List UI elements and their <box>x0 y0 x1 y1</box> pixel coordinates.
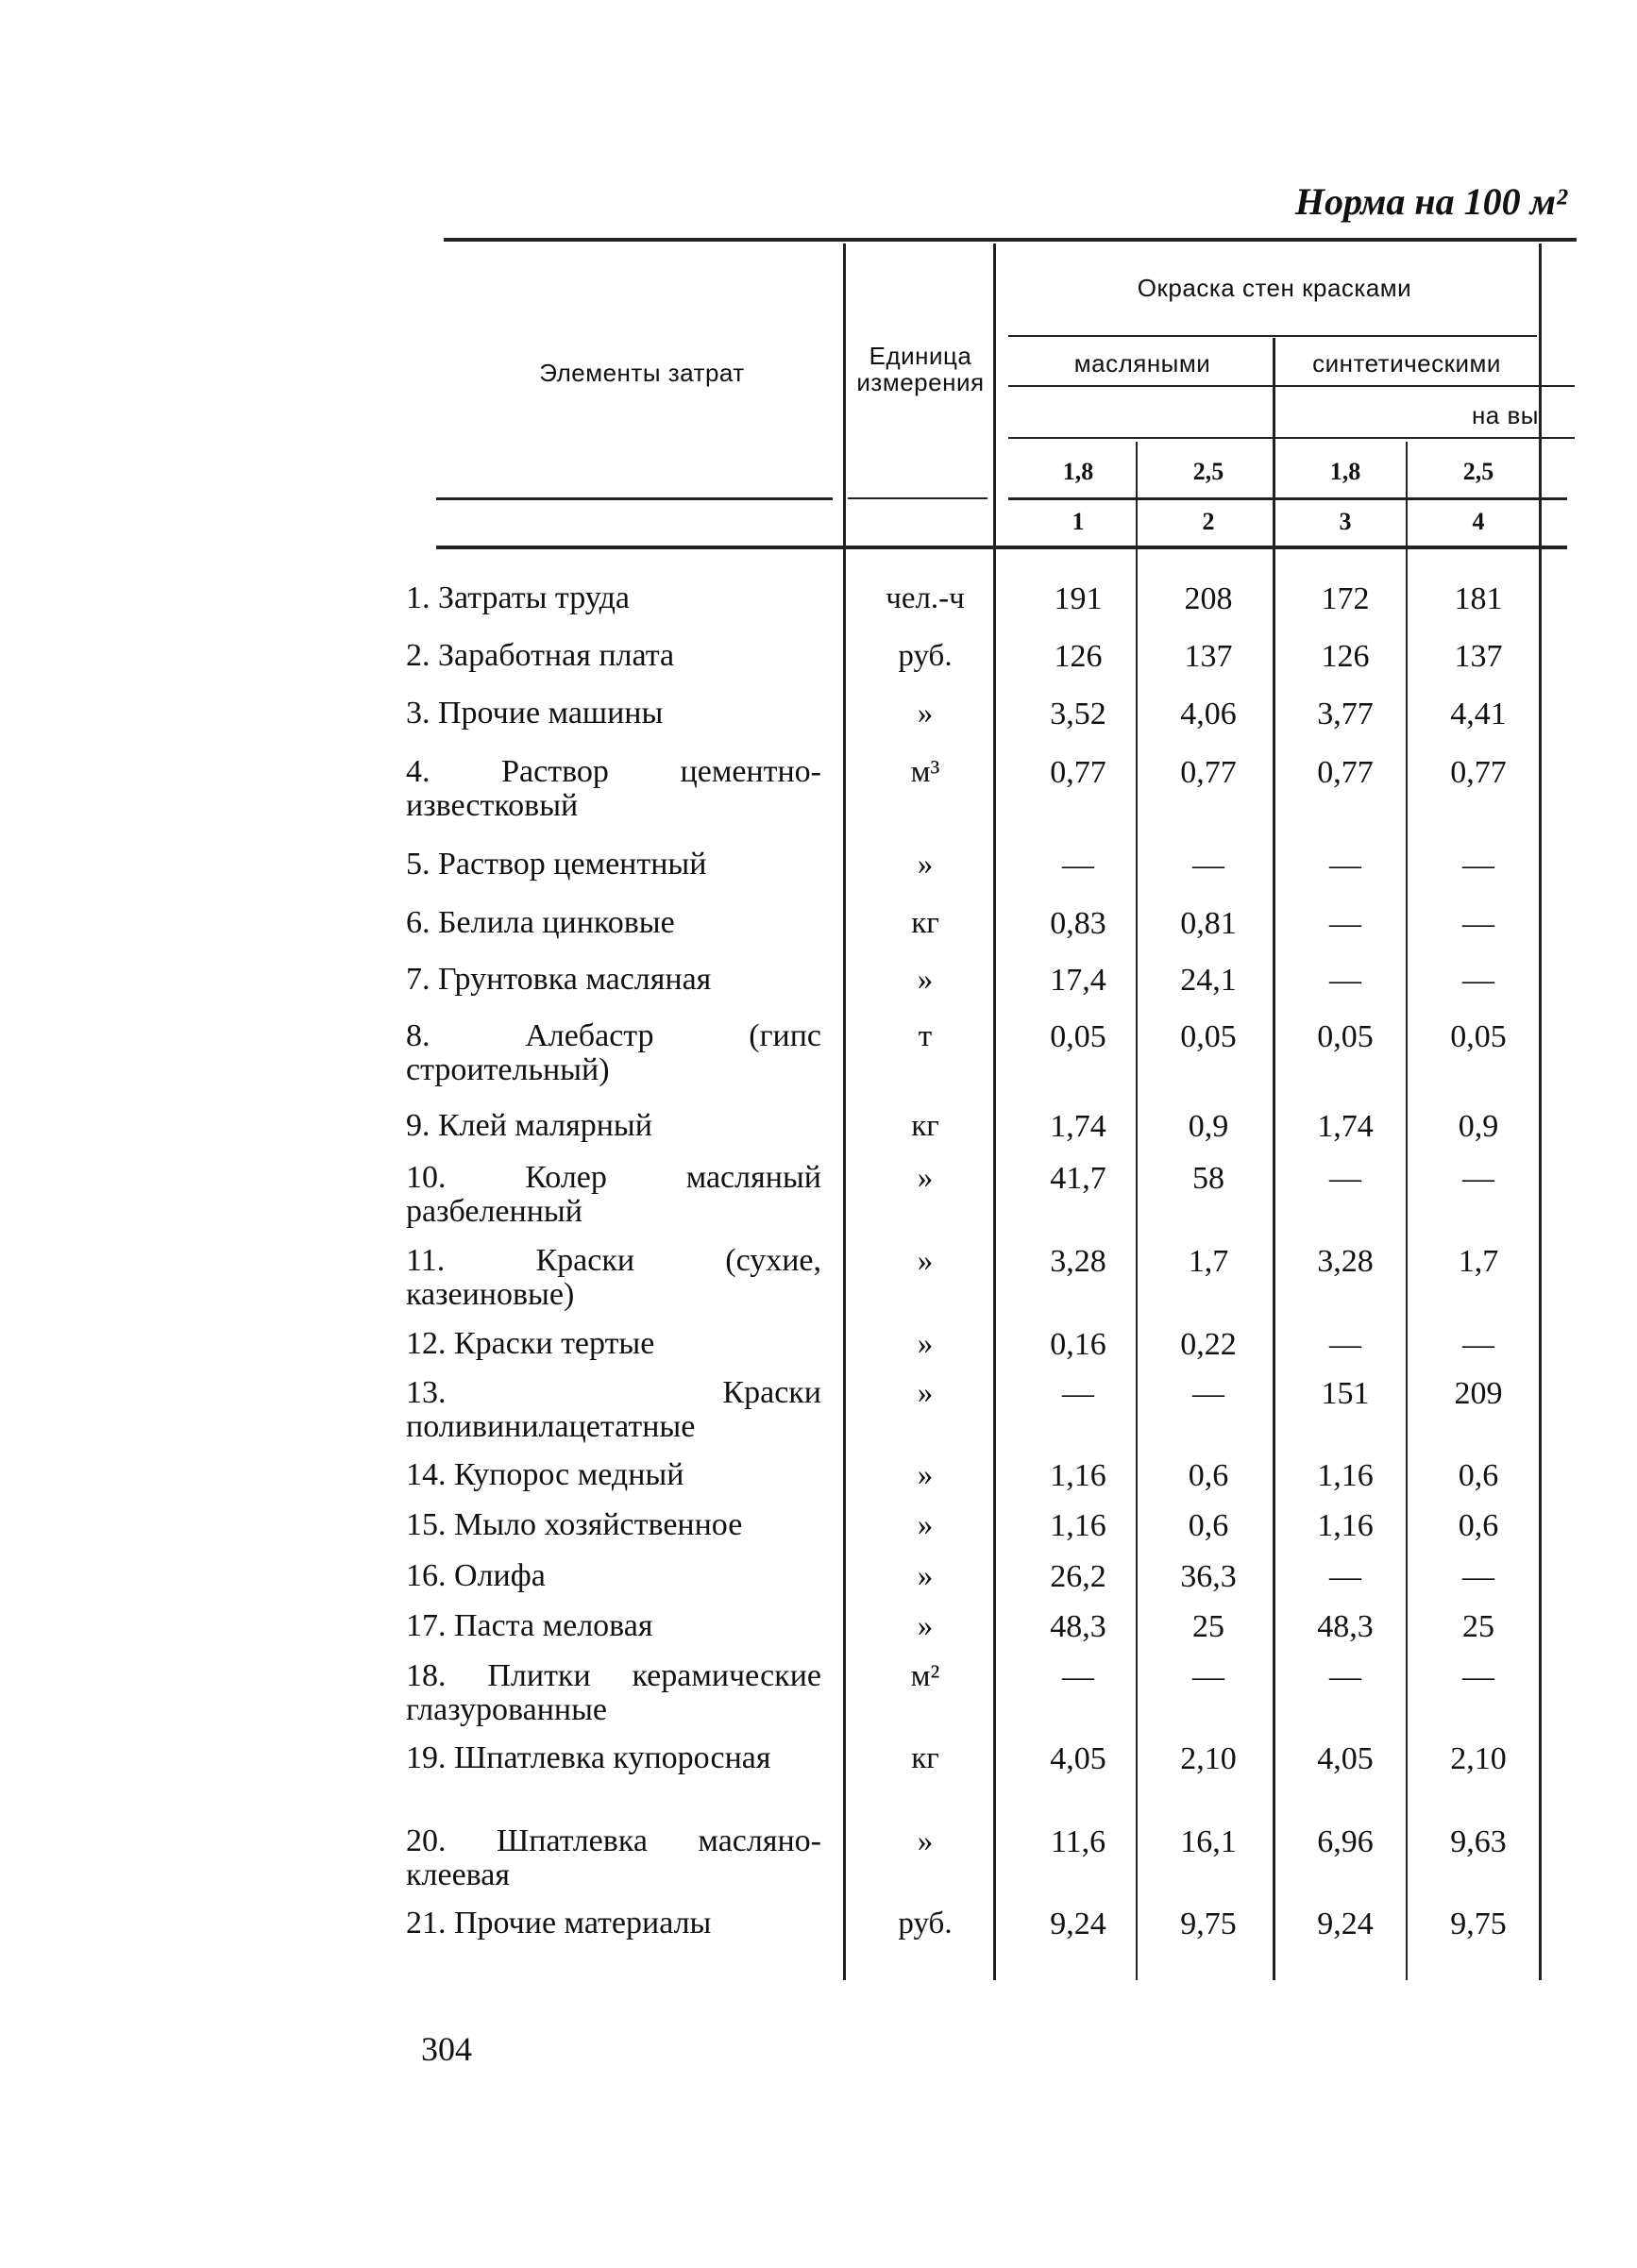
row-value-1: 26,2 <box>1050 1559 1106 1594</box>
row-unit: » <box>917 697 934 731</box>
row-value-4: 9,75 <box>1450 1907 1507 1941</box>
row-value-3: 1,74 <box>1317 1109 1374 1144</box>
row-value-2: — <box>1192 1376 1224 1411</box>
row-unit: » <box>917 1559 934 1593</box>
row-unit: » <box>917 1327 934 1361</box>
row-value-1: 3,52 <box>1050 697 1106 731</box>
row-value-2: 24,1 <box>1180 963 1237 998</box>
row-value-1: — <box>1062 1376 1094 1411</box>
row-value-2: 0,9 <box>1188 1109 1229 1144</box>
row-value-2: 0,6 <box>1188 1508 1229 1543</box>
row-value-2: 25 <box>1192 1609 1224 1644</box>
row-unit: т <box>918 1019 933 1053</box>
header-oil: масляными <box>1073 349 1211 378</box>
header-painting: Окраска стен красками <box>1137 274 1412 302</box>
colnum-top-rule-right <box>1008 497 1567 500</box>
row-unit: » <box>917 1458 934 1492</box>
row-name: 11. Краски (сухие, казеиновые) <box>406 1243 821 1312</box>
row-unit: » <box>917 1609 934 1643</box>
row-unit: » <box>917 1508 934 1542</box>
height-col-2: 2,5 <box>1192 458 1224 485</box>
row-value-4: 4,41 <box>1450 697 1507 731</box>
row-value-4: — <box>1462 848 1494 882</box>
row-unit: кг <box>911 1741 939 1775</box>
vline-units-left <box>843 244 846 1980</box>
row-value-1: 0,05 <box>1050 1019 1106 1054</box>
height-col-3: 1,8 <box>1329 458 1361 485</box>
row-value-3: 172 <box>1321 581 1370 616</box>
row-value-4: 0,6 <box>1458 1508 1499 1543</box>
row-name: 8. Алебастр (гипс строительный) <box>406 1018 821 1087</box>
row-value-3: — <box>1329 906 1361 941</box>
row-value-3: — <box>1329 963 1361 998</box>
row-value-1: 126 <box>1054 639 1103 674</box>
row-unit: руб. <box>898 639 953 673</box>
row-name: 18. Плитки керамические глазурованные <box>406 1658 821 1727</box>
table-top-rule <box>444 238 1577 242</box>
row-value-4: — <box>1462 906 1494 941</box>
row-unit: кг <box>911 906 939 940</box>
row-value-4: — <box>1462 963 1494 998</box>
row-value-3: 126 <box>1321 639 1370 674</box>
row-value-2: 4,06 <box>1180 697 1237 731</box>
colnum-4: 4 <box>1472 508 1485 535</box>
row-unit: руб. <box>898 1907 953 1940</box>
row-value-3: 9,24 <box>1317 1907 1374 1941</box>
row-value-3: 1,16 <box>1317 1458 1374 1493</box>
colnum-1: 1 <box>1072 508 1085 535</box>
row-value-3: 0,77 <box>1317 755 1374 790</box>
row-name: 16. Олифа <box>406 1558 546 1593</box>
row-value-1: 11,6 <box>1050 1824 1106 1859</box>
row-value-1: — <box>1062 1659 1094 1694</box>
row-name: 3. Прочие машины <box>406 696 664 731</box>
row-name: 19. Шпатлевка купоросная <box>406 1740 771 1775</box>
colnum-top-rule-mid <box>848 497 987 499</box>
page-number: 304 <box>421 2030 472 2068</box>
row-value-1: 1,16 <box>1050 1508 1106 1543</box>
row-value-4: 0,05 <box>1450 1019 1507 1054</box>
norm-caption: Норма на 100 м² <box>1294 180 1567 223</box>
row-value-1: 4,05 <box>1050 1741 1106 1776</box>
row-value-2: 2,10 <box>1180 1741 1237 1776</box>
row-value-2: 137 <box>1184 639 1233 674</box>
row-value-2: 208 <box>1184 581 1233 616</box>
row-value-4: 0,9 <box>1458 1109 1499 1144</box>
height-col-4: 2,5 <box>1462 458 1494 485</box>
row-value-2: — <box>1192 848 1224 882</box>
row-unit: » <box>917 848 934 882</box>
row-value-1: 0,77 <box>1050 755 1106 790</box>
row-name: 20. Шпатлевка масляно-клеевая <box>406 1823 821 1892</box>
row-value-3: 3,77 <box>1317 697 1374 731</box>
row-value-2: — <box>1192 1659 1224 1694</box>
row-name: 14. Купорос медный <box>406 1457 684 1492</box>
row-unit: м³ <box>910 755 940 789</box>
row-value-1: 3,28 <box>1050 1244 1106 1279</box>
row-value-2: 1,7 <box>1188 1244 1229 1279</box>
header-elements: Элементы затрат <box>539 359 745 387</box>
row-value-3: — <box>1329 1327 1361 1362</box>
row-value-1: — <box>1062 848 1094 882</box>
row-value-2: 0,81 <box>1180 906 1237 941</box>
row-name: 13. Краски поливинилацетатные <box>406 1375 821 1444</box>
row-value-4: 137 <box>1454 639 1503 674</box>
row-name: 4. Раствор цементно-известковый <box>406 754 821 823</box>
row-value-2: 16,1 <box>1180 1824 1237 1859</box>
row-value-1: 9,24 <box>1050 1907 1106 1941</box>
row-value-4: 25 <box>1462 1609 1494 1644</box>
row-unit: кг <box>911 1109 939 1143</box>
height-col-1: 1,8 <box>1062 458 1094 485</box>
row-unit: » <box>917 1376 934 1410</box>
row-value-2: 58 <box>1192 1161 1224 1196</box>
row-value-1: 1,16 <box>1050 1458 1106 1493</box>
row-value-4: 0,6 <box>1458 1458 1499 1493</box>
row-name: 9. Клей малярный <box>406 1108 652 1143</box>
row-value-4: — <box>1462 1327 1494 1362</box>
row-unit: чел.-ч <box>886 581 965 615</box>
row-value-1: 1,74 <box>1050 1109 1106 1144</box>
row-value-3: — <box>1329 1659 1361 1694</box>
row-name: 7. Грунтовка масляная <box>406 962 712 997</box>
row-value-1: 0,83 <box>1050 906 1106 941</box>
colnum-3: 3 <box>1339 508 1352 535</box>
row-unit: » <box>917 963 934 997</box>
subgroup-under-rule <box>1008 385 1575 387</box>
row-value-4: — <box>1462 1559 1494 1594</box>
row-name: 10. Колер масляный разбеленный <box>406 1160 821 1229</box>
row-value-3: — <box>1329 1161 1361 1196</box>
row-name: 1. Затраты труда <box>406 580 631 615</box>
row-value-1: 48,3 <box>1050 1609 1106 1644</box>
row-unit: » <box>917 1161 934 1195</box>
row-value-4: 9,63 <box>1450 1824 1507 1859</box>
row-value-3: — <box>1329 848 1361 882</box>
header-synthetic: синтетическими <box>1312 349 1501 378</box>
row-value-2: 0,22 <box>1180 1327 1237 1362</box>
row-value-1: 191 <box>1054 581 1103 616</box>
row-value-2: 9,75 <box>1180 1907 1237 1941</box>
row-name: 12. Краски тертые <box>406 1326 655 1361</box>
row-value-2: 36,3 <box>1180 1559 1237 1594</box>
row-value-3: 3,28 <box>1317 1244 1374 1279</box>
row-value-4: — <box>1462 1161 1494 1196</box>
row-unit: » <box>917 1244 934 1278</box>
row-value-2: 0,05 <box>1180 1019 1237 1054</box>
row-value-1: 17,4 <box>1050 963 1106 998</box>
colnum-2: 2 <box>1202 508 1215 535</box>
row-value-3: 6,96 <box>1317 1824 1374 1859</box>
row-value-2: 0,6 <box>1188 1458 1229 1493</box>
group-under-rule <box>1008 335 1537 337</box>
row-name: 6. Белила цинковые <box>406 905 675 940</box>
header-unit-line1: Единица <box>869 342 972 370</box>
row-value-4: 2,10 <box>1450 1741 1507 1776</box>
row-value-2: 0,77 <box>1180 755 1237 790</box>
row-value-1: 0,16 <box>1050 1327 1106 1362</box>
row-value-3: 1,16 <box>1317 1508 1374 1543</box>
row-value-4: 209 <box>1454 1376 1503 1411</box>
row-value-4: 0,77 <box>1450 755 1507 790</box>
colnum-top-rule-left <box>436 497 833 500</box>
row-value-1: 41,7 <box>1050 1161 1106 1196</box>
row-value-4: — <box>1462 1659 1494 1694</box>
row-unit: м² <box>910 1659 940 1693</box>
row-value-4: 181 <box>1454 581 1503 616</box>
row-value-3: — <box>1329 1559 1361 1594</box>
row-unit: » <box>917 1824 934 1858</box>
height-under-rule <box>1008 437 1575 439</box>
header-height-partial: на вы <box>1471 401 1539 429</box>
row-value-3: 0,05 <box>1317 1019 1374 1054</box>
row-value-3: 151 <box>1321 1376 1370 1411</box>
row-name: 5. Раствор цементный <box>406 847 707 882</box>
header-unit-line2: измерения <box>856 368 985 396</box>
table-header-bottom-rule <box>436 546 1567 549</box>
row-name: 2. Заработная плата <box>406 638 675 673</box>
row-value-3: 4,05 <box>1317 1741 1374 1776</box>
row-name: 15. Мыло хозяйственное <box>406 1507 743 1542</box>
row-name: 17. Паста меловая <box>406 1608 653 1643</box>
row-value-4: 1,7 <box>1458 1244 1499 1279</box>
row-name: 21. Прочие материалы <box>406 1906 712 1940</box>
row-value-3: 48,3 <box>1317 1609 1374 1644</box>
